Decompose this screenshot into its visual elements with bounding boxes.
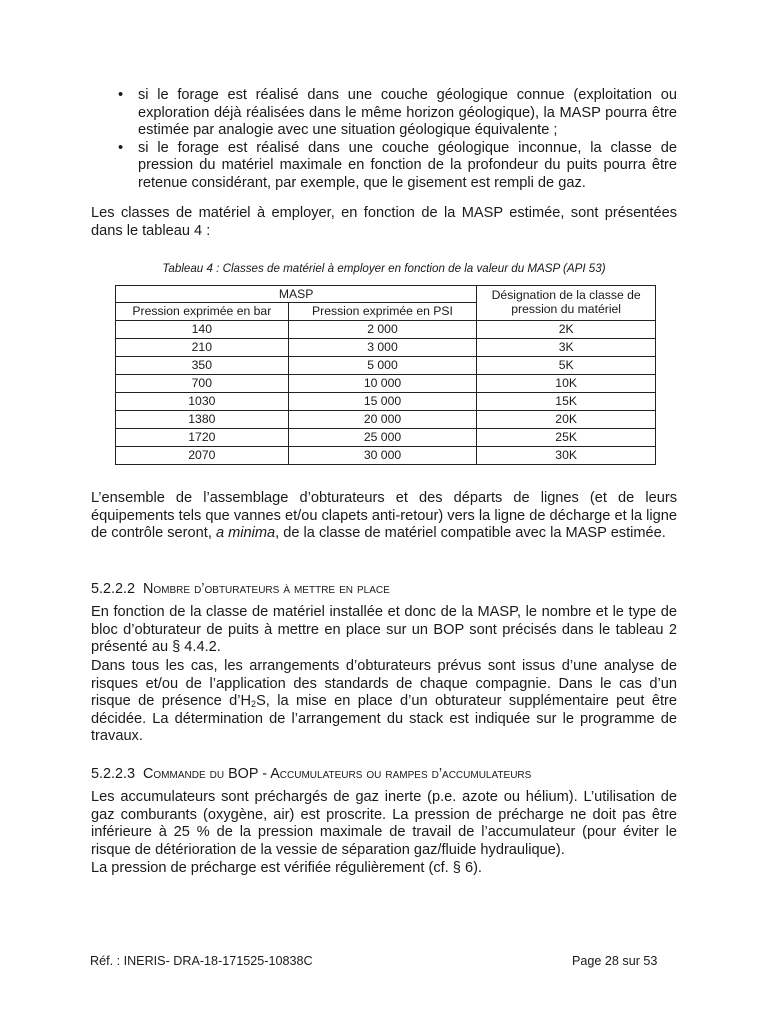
cell-class: 5K <box>477 357 656 375</box>
cell-bar: 140 <box>116 321 289 339</box>
cell-class: 2K <box>477 321 656 339</box>
section-5222-paragraph-2 <box>91 658 677 746</box>
cell-psi: 25 000 <box>288 429 477 447</box>
section-5223-paragraph-2: La pression de précharge est vérifiée régulièrement (cf. § 6). <box>91 860 482 876</box>
cell-bar: 350 <box>116 357 289 375</box>
section-number: 5.2.2.3 <box>91 766 136 782</box>
bullet-text: si le forage est réalisé dans une couche géologique inconnue, la classe de pression du matériel maximale en fonction de la profondeur du puits pourra être retenue considérant, par exemple, que le gisement est rempli de gaz. <box>138 139 677 191</box>
table-row <box>116 447 656 465</box>
cell-psi: 15 000 <box>288 393 477 411</box>
table-row <box>116 375 656 393</box>
bullet-text: si le forage est réalisé dans une couche géologique connue (exploitation ou exploration déjà réalisées dans le même horizon géologique), la MASP pourra être estimée par analogie avec une situation géologique équivalente ; <box>138 87 677 139</box>
assembly-paragraph <box>91 490 677 543</box>
intro-paragraph: Les classes de matériel à employer, en fonction de la MASP estimée, sont présentées dans le tableau 4 : <box>91 205 677 239</box>
footer-reference: Réf. : INERIS- DRA-18-171525-10838C <box>90 954 313 968</box>
cell-class: 30K <box>477 447 656 465</box>
section-5223-paragraph-1: Les accumulateurs sont préchargés de gaz inerte (p.e. azote ou hélium). L’utilisation de gaz comburants (oxygène, air) est proscrite. La pression de précharge ne doit pas être inférieure à 25 % de la pression maximale de travail de l’accumulateur (pour éviter le risque de détérioration de la vessie de séparation gaz/fluide hydraulique). <box>91 789 677 858</box>
section-5222-paragraph-1: En fonction de la classe de matériel installée et donc de la MASP, le nombre et le type de bloc d’obturateur de puits à mettre en place sur un BOP sont précisés dans le tableau 2 présenté au § 4.4.2. <box>91 604 677 656</box>
cell-bar: 1380 <box>116 411 289 429</box>
footer-page-number: Page 28 sur 53 <box>572 954 658 968</box>
bar-header: Pression exprimée en bar <box>116 303 289 321</box>
cell-psi: 30 000 <box>288 447 477 465</box>
table-row <box>116 393 656 411</box>
psi-header: Pression exprimée en PSI <box>288 303 477 321</box>
cell-psi: 2 000 <box>288 321 477 339</box>
cell-class: 15K <box>477 393 656 411</box>
cell-class: 25K <box>477 429 656 447</box>
section-title: Nombre d’obturateurs à mettre en place <box>143 581 390 597</box>
table-header-row <box>116 286 656 303</box>
table-row <box>116 429 656 447</box>
section-title: Commande du BOP - Accumulateurs ou rampes d’accumulateurs <box>143 766 532 782</box>
cell-psi: 3 000 <box>288 339 477 357</box>
assembly-text-after: , de la classe de matériel compatible avec la MASP estimée. <box>275 525 666 542</box>
cell-class: 10K <box>477 375 656 393</box>
cell-bar: 1720 <box>116 429 289 447</box>
table-row <box>116 339 656 357</box>
designation-header: Désignation de la classe de pression du matériel <box>477 286 656 321</box>
bullet-item <box>118 140 677 193</box>
cell-psi: 10 000 <box>288 375 477 393</box>
table-row <box>116 357 656 375</box>
assembly-text-before: L’ensemble de l’assemblage d’obturateurs et des départs de lignes (et de leurs équipements tels que vannes et/ou clapets anti-retour) vers la ligne de décharge et la ligne de contrôle seront, <box>91 490 677 542</box>
cell-bar: 700 <box>116 375 289 393</box>
paragraph-text: Dans tous les cas, les arrangements d’obturateurs prévus sont issus d’une analyse de risques et/ou de l’application des standards de chaque compagnie. Dans le cas d’un risque de présence d’H <box>91 658 677 710</box>
cell-psi: 5 000 <box>288 357 477 375</box>
masp-table <box>115 285 656 465</box>
cell-class: 3K <box>477 339 656 357</box>
cell-bar: 2070 <box>116 447 289 465</box>
cell-class: 20K <box>477 411 656 429</box>
subscript: 2 <box>251 699 257 710</box>
table-caption: Tableau 4 : Classes de matériel à employer en fonction de la valeur du MASP (API 53) <box>162 262 606 275</box>
bullet-list <box>118 87 677 193</box>
assembly-text-italic: a minima <box>215 525 276 542</box>
bullet-icon: • <box>118 87 124 103</box>
section-heading-5223 <box>91 766 531 783</box>
paragraph-text: S, la mise en place d’un obturateur supplémentaire peut être décidée. La détermination de l’arrangement du stack est indiquée sur le programme de travaux. <box>91 693 677 745</box>
table-row <box>116 411 656 429</box>
bullet-icon: • <box>118 139 124 156</box>
masp-group-header: MASP <box>116 286 477 303</box>
section-number: 5.2.2.2 <box>91 581 136 597</box>
bullet-item <box>118 87 677 140</box>
cell-bar: 1030 <box>116 393 289 411</box>
cell-psi: 20 000 <box>288 411 477 429</box>
table-row <box>116 321 656 339</box>
section-heading-5222 <box>91 581 390 598</box>
cell-bar: 210 <box>116 339 289 357</box>
